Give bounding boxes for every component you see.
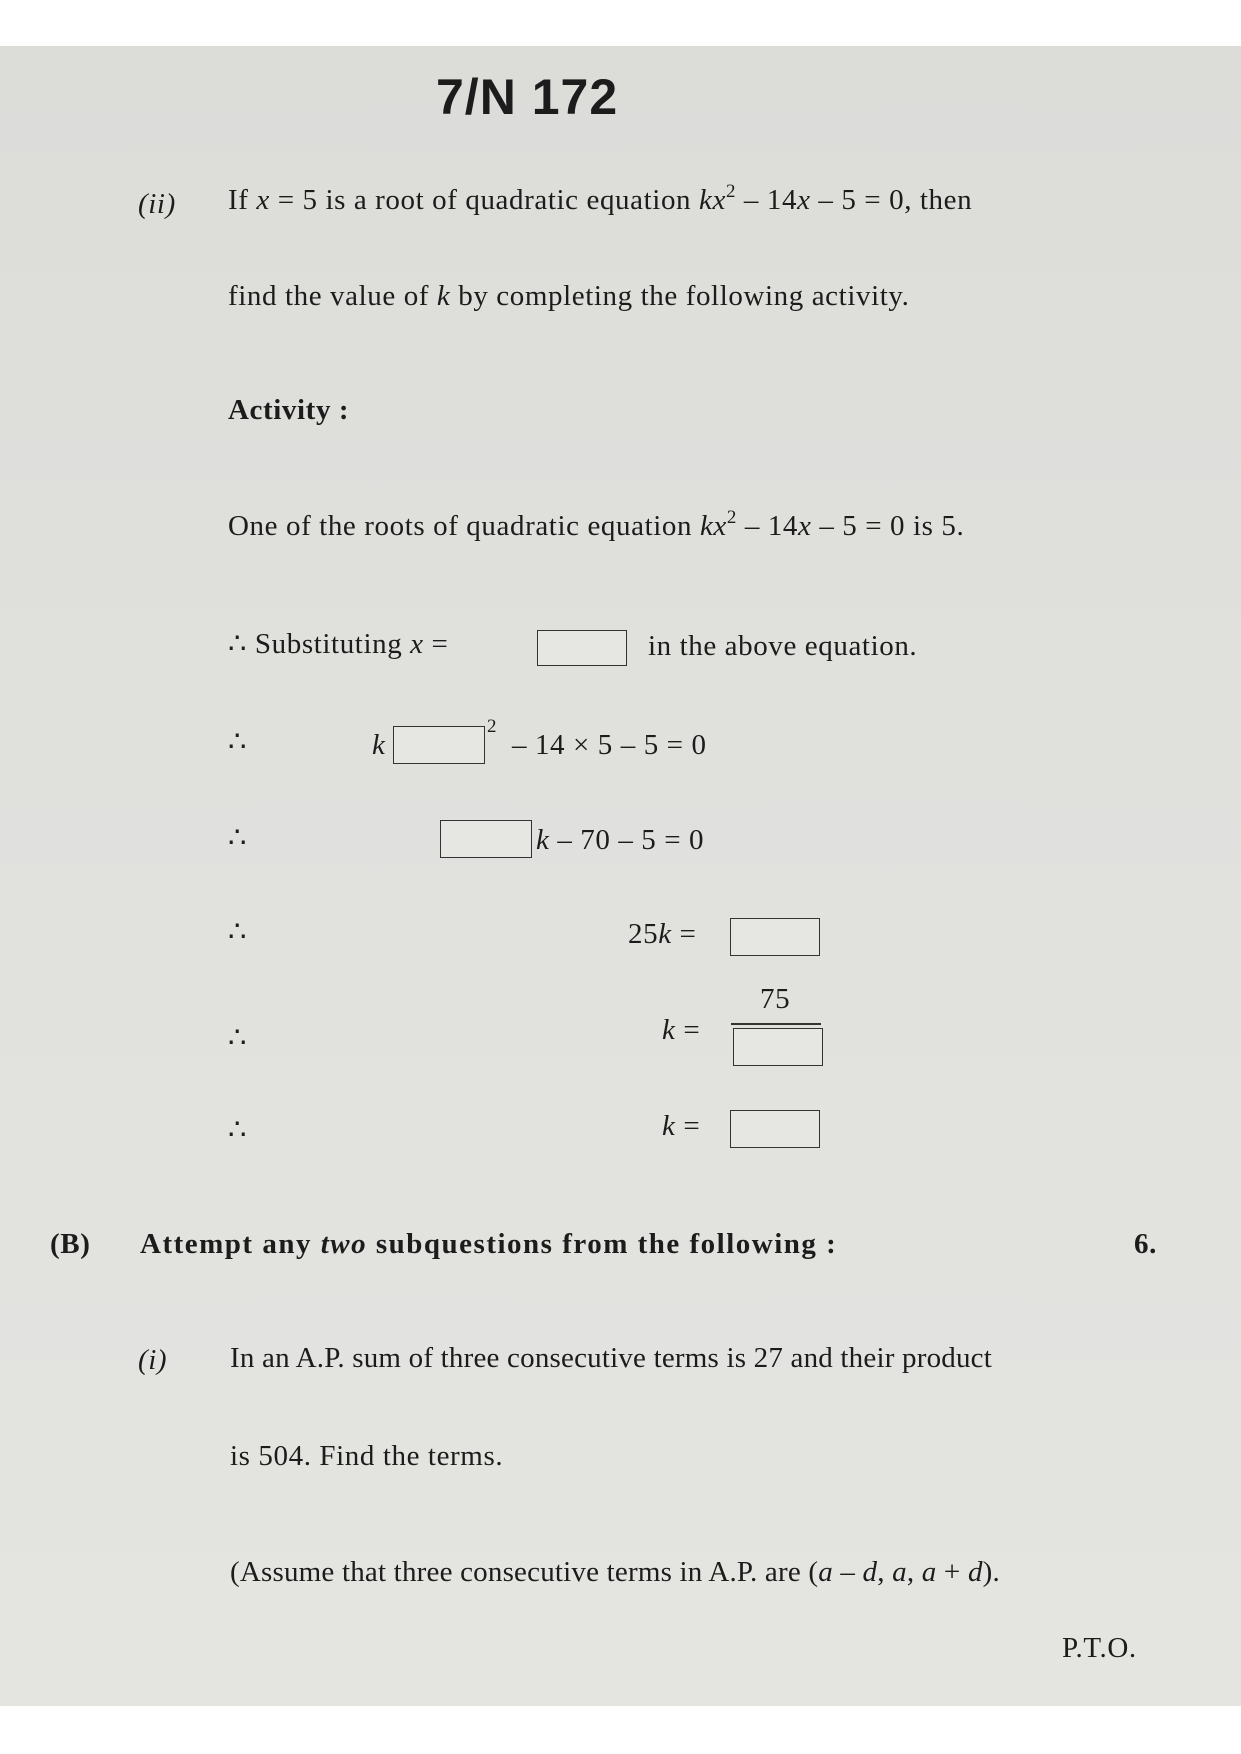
question-number-i: (i) <box>138 1344 168 1376</box>
section-b-instruction: Attempt any two subquestions from the following : <box>140 1228 838 1260</box>
question-i-line1: In an A.P. sum of three consecutive terms is 27 and their product <box>230 1342 993 1374</box>
paper-code: 7/N 172 <box>436 69 619 125</box>
pto-label: P.T.O. <box>1062 1632 1137 1664</box>
step4-text: 25k = <box>628 918 697 950</box>
blank-box-5[interactable] <box>733 1028 823 1066</box>
step1-tail: in the above equation. <box>648 630 918 662</box>
blank-box-1[interactable] <box>537 630 627 666</box>
activity-statement: One of the roots of quadratic equation $kx^2 - 14x - 5 = 0$ is 5. <box>228 507 965 542</box>
blank-box-3[interactable] <box>440 820 532 858</box>
therefore-symbol: ∴ <box>228 822 248 854</box>
question-ii-line1: If x = 5 is a root of quadratic equation $kx^2 - 14x - 5 = 0$, then <box>228 181 973 216</box>
blank-box-2[interactable] <box>393 726 485 764</box>
question-number-ii: (ii) <box>138 188 176 220</box>
fraction-bar <box>731 1023 821 1025</box>
question-i-hint: (Assume that three consecutive terms in A.P. are (a – d, a, a + d). <box>230 1556 1000 1588</box>
section-b-label: (B) <box>50 1228 91 1260</box>
step2-k: k <box>372 729 386 761</box>
section-b-marks: 6. <box>1134 1228 1157 1260</box>
step5-text: k = <box>662 1014 701 1046</box>
question-ii-line2: find the value of k by completing the following activity. <box>228 280 910 312</box>
step1-text: ∴ Substituting x = <box>228 628 449 660</box>
therefore-symbol: ∴ <box>228 726 248 758</box>
blank-box-6[interactable] <box>730 1110 820 1148</box>
therefore-symbol: ∴ <box>228 1114 248 1146</box>
step2-rest: – 14 × 5 – 5 = 0 <box>512 729 707 761</box>
therefore-symbol: ∴ <box>228 1022 248 1054</box>
therefore-symbol: ∴ <box>228 628 248 660</box>
step6-text: k = <box>662 1110 701 1142</box>
therefore-symbol: ∴ <box>228 916 248 948</box>
blank-box-4[interactable] <box>730 918 820 956</box>
step3-text: k – 70 – 5 = 0 <box>536 824 705 856</box>
activity-heading: Activity : <box>228 394 350 426</box>
step2-power: 2 <box>487 716 497 737</box>
question-i-line2: is 504. Find the terms. <box>230 1440 504 1472</box>
fraction-numerator: 75 <box>760 983 791 1015</box>
